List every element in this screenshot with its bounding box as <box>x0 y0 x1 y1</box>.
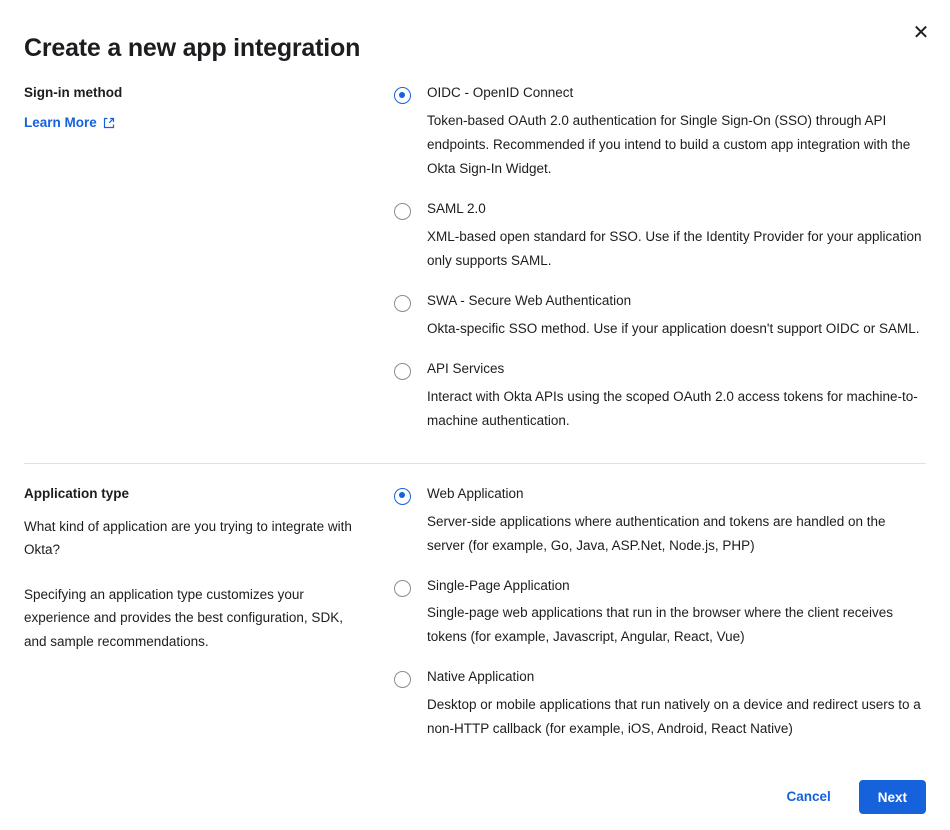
sign-in-option-swa[interactable] <box>394 293 926 341</box>
app-type-option-description: Server-side applications where authentication and tokens are handled on the server (for example, Go, Java, ASP.Net, Node.js, PHP) <box>427 513 886 553</box>
app-type-option-title[interactable]: Web Application <box>427 485 524 501</box>
app-type-option-spa-body <box>427 578 926 650</box>
sign-in-option-description: XML-based open standard for SSO. Use if the Identity Provider for your application only supports SAML. <box>427 228 922 268</box>
radio-api-services[interactable] <box>394 363 411 380</box>
page-title: Create a new app integration <box>24 34 361 62</box>
app-type-option-description: Desktop or mobile applications that run natively on a device and redirect users to a non-HTTP callback (for example, iOS, Android, React Native) <box>427 697 921 737</box>
sign-in-method-section <box>0 63 950 433</box>
sign-in-option-oidc-body <box>427 85 926 181</box>
sign-in-method-label: Sign-in method <box>24 85 123 100</box>
application-type-radio-group <box>394 486 926 742</box>
sign-in-method-options <box>394 63 926 433</box>
application-type-helper-2: Specifying an application type customizes your experience and provides the best configuration, SDK, and sample recommendations. <box>24 587 343 649</box>
dialog-footer <box>0 764 950 830</box>
sign-in-option-api-services[interactable] <box>394 361 926 433</box>
radio-single-page-application[interactable] <box>394 580 411 597</box>
external-link-icon <box>103 117 115 129</box>
sign-in-option-title[interactable]: SAML 2.0 <box>427 200 486 216</box>
sign-in-option-description: Interact with Okta APIs using the scoped OAuth 2.0 access tokens for machine-to-machine authentication. <box>427 388 918 428</box>
sign-in-option-oidc[interactable] <box>394 85 926 181</box>
radio-swa[interactable] <box>394 295 411 312</box>
application-type-options <box>394 464 926 742</box>
radio-web-application[interactable] <box>394 488 411 505</box>
application-type-section <box>0 464 950 742</box>
app-type-option-web[interactable] <box>394 486 926 558</box>
application-type-label: Application type <box>24 485 130 501</box>
app-type-option-title[interactable]: Single-Page Application <box>427 577 570 593</box>
sign-in-method-info <box>24 63 394 433</box>
sign-in-option-title[interactable]: API Services <box>427 360 505 376</box>
sign-in-method-radio-group <box>394 85 926 433</box>
sign-in-option-saml-body <box>427 201 926 273</box>
sign-in-option-description: Okta-specific SSO method. Use if your application doesn't support OIDC or SAML. <box>427 320 920 336</box>
sign-in-option-saml[interactable] <box>394 201 926 273</box>
sign-in-option-description: Token-based OAuth 2.0 authentication for Single Sign-On (SSO) through API endpoints. Recommended if you intend to build a custom app integration with the Okta Sign-In Widget. <box>427 112 911 176</box>
close-icon[interactable]: ✕ <box>906 18 936 48</box>
app-type-option-title[interactable]: Native Application <box>427 669 535 685</box>
radio-native-application[interactable] <box>394 671 411 688</box>
radio-oidc[interactable] <box>394 87 411 104</box>
sign-in-option-api-services-body <box>427 361 926 433</box>
radio-saml[interactable] <box>394 203 411 220</box>
application-type-info <box>24 464 394 742</box>
app-type-option-native-body <box>427 669 926 741</box>
sign-in-option-title[interactable]: OIDC - OpenID Connect <box>427 85 574 100</box>
learn-more-link[interactable] <box>24 115 115 130</box>
sign-in-option-swa-body <box>427 293 926 341</box>
next-button[interactable]: Next <box>859 780 926 814</box>
app-type-option-web-body <box>427 486 926 558</box>
sign-in-option-title[interactable]: SWA - Secure Web Authentication <box>427 292 632 308</box>
application-type-helper-1: What kind of application are you trying to integrate with Okta? <box>24 518 352 557</box>
app-type-option-description: Single-page web applications that run in the browser where the client receives tokens (for example, Javascript, Angular, React, Vue) <box>427 605 894 645</box>
learn-more-label: Learn More <box>24 115 97 130</box>
app-type-option-spa[interactable] <box>394 578 926 650</box>
app-type-option-native[interactable] <box>394 669 926 741</box>
cancel-button[interactable]: Cancel <box>768 780 848 814</box>
